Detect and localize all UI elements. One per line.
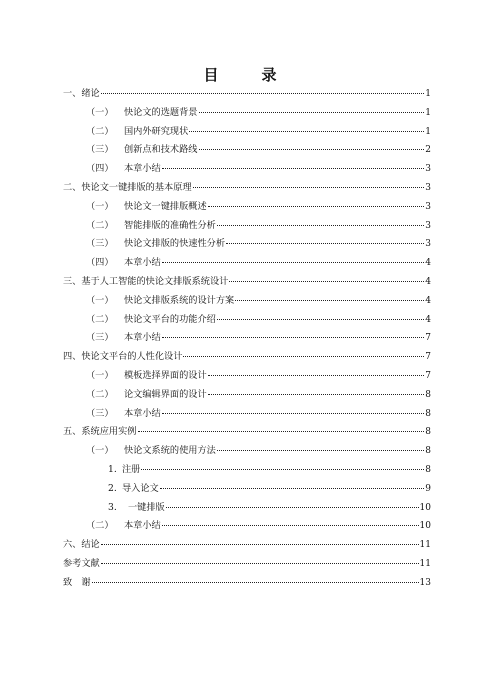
toc-entry[interactable] xyxy=(63,254,431,273)
toc-entry-text: 本章小结 xyxy=(124,407,161,419)
dot-leader xyxy=(217,225,424,226)
toc-entry-text: 国内外研究现状 xyxy=(124,125,189,137)
dot-leader xyxy=(199,149,425,150)
toc-entry-page: 7 xyxy=(425,370,431,381)
toc-entry[interactable] xyxy=(63,179,431,198)
dot-leader xyxy=(208,394,425,395)
toc-entry[interactable] xyxy=(63,85,431,104)
toc-entry-number: （二） xyxy=(86,313,114,325)
toc-entry[interactable] xyxy=(63,160,431,179)
toc-entry-page: 4 xyxy=(425,276,431,287)
toc-entry-page: 11 xyxy=(419,540,431,551)
toc-entry-number: 六、 xyxy=(63,539,82,551)
toc-entry-text: 快论文一键排版的基本原理 xyxy=(81,181,192,193)
toc-entry-number: （三） xyxy=(86,407,114,419)
dot-leader xyxy=(162,337,425,338)
toc-entry[interactable] xyxy=(63,348,431,367)
toc-entry-text: 致 谢 xyxy=(63,576,91,588)
dot-leader xyxy=(162,168,425,169)
toc-entry-text: 创新点和技术路线 xyxy=(124,144,198,156)
toc-entry[interactable] xyxy=(63,423,431,442)
toc-entry-number: （三） xyxy=(86,332,114,344)
toc-entry[interactable] xyxy=(63,555,431,574)
toc-entry[interactable] xyxy=(63,123,431,142)
dot-leader xyxy=(217,450,424,451)
toc-entry-page: 3 xyxy=(425,201,431,212)
toc-entry-number: （二） xyxy=(86,125,114,137)
toc-entry-text: 快论文排版的快速性分析 xyxy=(124,238,226,250)
toc-entry[interactable] xyxy=(63,517,431,536)
toc-entry-text: 参考文献 xyxy=(63,557,100,569)
toc-entry-page: 1 xyxy=(425,107,431,118)
toc-entry-text: 智能排版的准确性分析 xyxy=(124,219,216,231)
toc-entry-page: 8 xyxy=(425,446,431,457)
dot-leader xyxy=(183,356,424,357)
toc-entry-page: 8 xyxy=(425,464,431,475)
toc-entry-number: 五、 xyxy=(63,426,82,438)
toc-entry-page: 11 xyxy=(419,558,431,569)
toc-entry-number: （一） xyxy=(86,445,114,457)
page-title: 目 录 xyxy=(203,66,291,84)
toc-entry-text: 一键排版 xyxy=(128,501,165,513)
table-of-contents xyxy=(63,85,431,593)
toc-entry[interactable] xyxy=(63,499,431,518)
dot-leader xyxy=(193,187,425,188)
toc-entry[interactable] xyxy=(63,273,431,292)
dot-leader xyxy=(101,544,419,545)
dot-leader xyxy=(199,112,425,113)
toc-entry-page: 7 xyxy=(425,352,431,363)
toc-entry-text: 本章小结 xyxy=(124,257,161,269)
toc-entry-number: （三） xyxy=(86,238,114,250)
toc-entry-page: 3 xyxy=(425,239,431,250)
toc-entry[interactable] xyxy=(63,292,431,311)
dot-leader xyxy=(101,563,419,564)
dot-leader xyxy=(162,262,425,263)
toc-entry[interactable] xyxy=(63,104,431,123)
toc-entry-page: 2 xyxy=(425,145,431,156)
toc-entry-number: （一） xyxy=(86,294,114,306)
toc-entry-number: （一） xyxy=(86,369,114,381)
toc-entry-number: 1. xyxy=(108,463,117,475)
toc-entry-number: 四、 xyxy=(63,351,82,363)
dot-leader xyxy=(141,469,424,470)
toc-entry[interactable] xyxy=(63,198,431,217)
toc-entry-text: 快论文排版系统的设计方案 xyxy=(124,294,235,306)
toc-entry[interactable] xyxy=(63,442,431,461)
dot-leader xyxy=(226,243,424,244)
toc-entry-text: 本章小结 xyxy=(124,332,161,344)
toc-entry-text: 本章小结 xyxy=(124,163,161,175)
toc-entry-text: 系统应用实例 xyxy=(81,426,137,438)
toc-entry-number: （四） xyxy=(86,163,114,175)
toc-entry-page: 8 xyxy=(425,408,431,419)
dot-leader xyxy=(189,131,424,132)
dot-leader xyxy=(229,281,424,282)
toc-entry-page: 8 xyxy=(425,427,431,438)
toc-entry[interactable] xyxy=(63,367,431,386)
toc-entry-text: 模板选择界面的设计 xyxy=(124,369,207,381)
toc-entry-number: （四） xyxy=(86,257,114,269)
toc-entry[interactable] xyxy=(63,574,431,593)
toc-entry[interactable] xyxy=(63,480,431,499)
toc-entry-page: 7 xyxy=(425,333,431,344)
toc-entry[interactable] xyxy=(63,536,431,555)
toc-entry[interactable] xyxy=(63,141,431,160)
toc-entry-text: 注册 xyxy=(122,463,141,475)
dot-leader xyxy=(208,375,425,376)
toc-entry-text: 结论 xyxy=(81,539,100,551)
toc-entry[interactable] xyxy=(63,235,431,254)
toc-entry-page: 10 xyxy=(419,521,431,532)
toc-entry-text: 导入论文 xyxy=(122,482,159,494)
toc-entry-text: 快论文平台的功能介绍 xyxy=(124,313,216,325)
toc-entry-text: 论文编辑界面的设计 xyxy=(124,388,207,400)
toc-entry-text: 快论文的选题背景 xyxy=(124,106,198,118)
toc-entry-text: 快论文系统的使用方法 xyxy=(124,445,216,457)
toc-entry-page: 4 xyxy=(425,258,431,269)
dot-leader xyxy=(235,300,424,301)
toc-entry-text: 基于人工智能的快论文排版系统设计 xyxy=(81,275,229,287)
dot-leader xyxy=(162,413,425,414)
dot-leader xyxy=(101,93,425,94)
toc-entry-page: 13 xyxy=(419,577,431,588)
toc-entry-page: 8 xyxy=(425,389,431,400)
dot-leader xyxy=(217,319,424,320)
toc-entry-number: 二、 xyxy=(63,181,82,193)
toc-entry[interactable] xyxy=(63,461,431,480)
toc-entry-page: 10 xyxy=(419,502,431,513)
dot-leader xyxy=(92,582,419,583)
toc-entry-page: 3 xyxy=(425,164,431,175)
dot-leader xyxy=(160,488,425,489)
toc-entry[interactable] xyxy=(63,405,431,424)
toc-entry-page: 3 xyxy=(425,182,431,193)
dot-leader xyxy=(138,431,425,432)
toc-entry-number: （二） xyxy=(86,520,114,532)
toc-entry[interactable] xyxy=(63,311,431,330)
dot-leader xyxy=(162,525,419,526)
toc-entry-number: 2. xyxy=(108,482,117,494)
toc-entry-number: （二） xyxy=(86,388,114,400)
toc-entry-number: 3. xyxy=(108,501,117,513)
toc-entry-page: 4 xyxy=(425,314,431,325)
toc-entry-text: 绪论 xyxy=(81,88,100,99)
toc-entry[interactable] xyxy=(63,386,431,405)
toc-entry-number: （一） xyxy=(86,106,114,118)
toc-entry[interactable] xyxy=(63,217,431,236)
toc-entry-number: （一） xyxy=(86,200,114,212)
toc-entry-text: 本章小结 xyxy=(124,520,161,532)
toc-entry-number: （三） xyxy=(86,144,114,156)
toc-entry-page: 3 xyxy=(425,220,431,231)
toc-entry-number: （二） xyxy=(86,219,114,231)
dot-leader xyxy=(208,206,425,207)
toc-entry[interactable] xyxy=(63,329,431,348)
toc-entry-number: 三、 xyxy=(63,275,82,287)
toc-entry-number: 一、 xyxy=(63,88,82,99)
toc-entry-text: 快论文平台的人性化设计 xyxy=(81,351,183,363)
toc-entry-page: 1 xyxy=(425,126,431,137)
toc-entry-page: 1 xyxy=(425,89,431,99)
toc-entry-page: 9 xyxy=(425,483,431,494)
toc-entry-page: 4 xyxy=(425,295,431,306)
toc-entry-text: 快论文一键排版概述 xyxy=(124,200,207,212)
dot-leader xyxy=(166,507,419,508)
